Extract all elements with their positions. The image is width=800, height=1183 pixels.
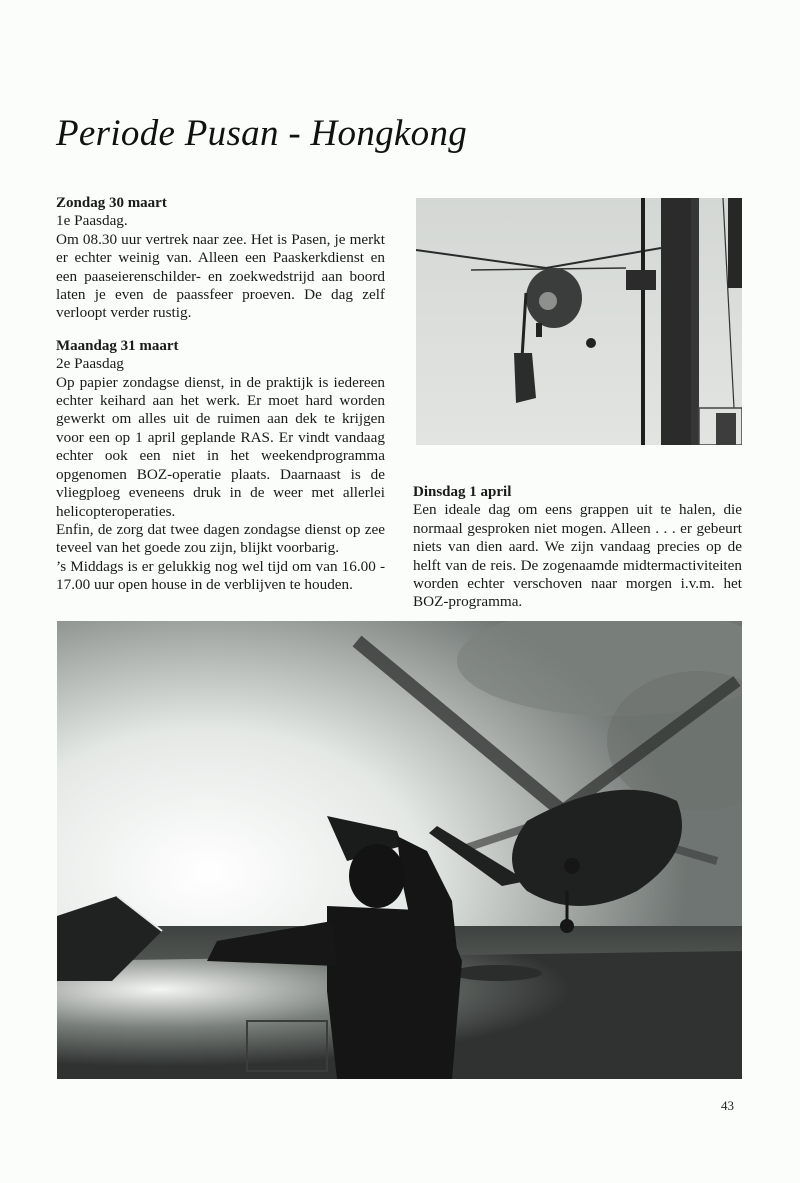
entry-heading: Maandag 31 maart	[56, 337, 179, 354]
right-column	[413, 483, 742, 626]
entry-heading: Dinsdag 1 april	[413, 484, 512, 500]
entry-paragraph: Enfin, de zorg dat twee dagen zondagse dienst op zee teveel van het goede zou zijn, blijkt voorbarig.	[56, 520, 385, 557]
entry-heading: Zondag 30 maart	[56, 195, 167, 211]
helicopter-photo-graphic	[416, 198, 742, 445]
deck-signaller-helicopter-photo	[57, 621, 742, 1079]
page-title: Periode Pusan - Hongkong	[56, 113, 468, 154]
entry-paragraph: Om 08.30 uur vertrek naar zee. Het is Pasen, je merkt er echter weinig van. Alleen een Paaskerkdienst en een paaseierenschilder- en zoekwedstrijd aan boord laten je even de paassfeer proeven. De dag zelf verloopt verder rustig.	[56, 230, 385, 322]
page-number: 43	[721, 1098, 734, 1113]
deck-photo-graphic	[57, 621, 742, 1079]
diary-entry-dinsdag	[413, 483, 742, 612]
diary-entry-maandag	[56, 337, 385, 595]
entry-paragraph: Een ideale dag om eens grappen uit te halen, die normaal gesproken niet mogen. Alleen . . . er gebeurt niets van dien aard. We zijn vandaag precies op de helft van de reis. De zogenaamde midtermactiviteiten worden echter verschoven naar morgen i.v.m. het BOZ-programma.	[413, 501, 742, 611]
entry-paragraph: Op papier zondagse dienst, in de praktijk is iedereen echter keihard aan het werk. Er moet hard worden gewerkt om alles uit de ruimen aan dek te krijgen voor een op 1 april geplande RAS. Er vindt vandaag echter ook een niet in het weekendprogramma opgenomen BOZ-operatie plaats. Daarnaast is de vliegploeg eveneens druk in de weer met allerlei helicopteroperaties.	[56, 373, 385, 520]
entry-paragraph: ’s Middags is er gelukkig nog wel tijd om van 16.00 - 17.00 uur open house in de verblijven te houden.	[56, 557, 385, 594]
diary-entry-zondag	[56, 194, 385, 323]
entry-subtitle: 1e Paasdag.	[56, 212, 128, 230]
helicopter-carrying-load-photo	[416, 198, 742, 445]
entry-subtitle: 2e Paasdag	[56, 355, 124, 373]
left-column	[56, 194, 385, 609]
